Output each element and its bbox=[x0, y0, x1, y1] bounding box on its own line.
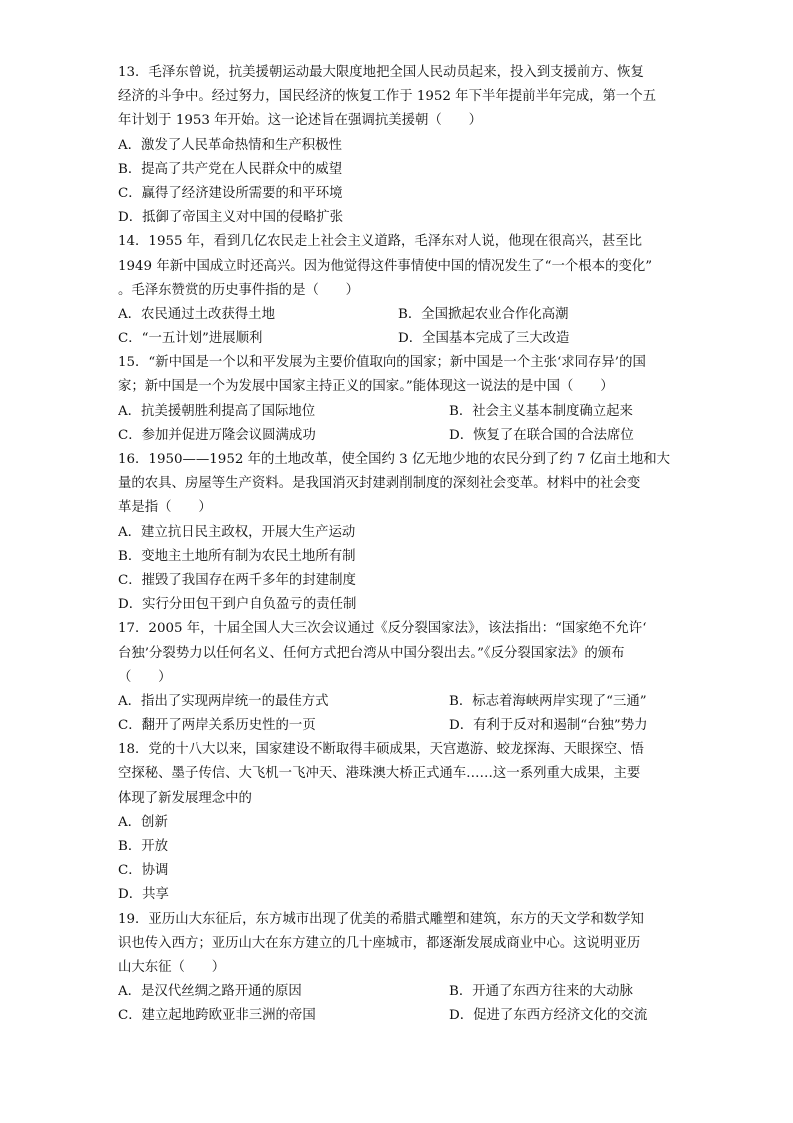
option-a: A．指出了实现两岸统一的最佳方式 bbox=[118, 693, 329, 709]
options-row bbox=[118, 714, 670, 738]
question-stem-line: 17．2005 年，十届全国人大三次会议通过《反分裂国家法》，该法指出：“国家绝不允许‘ bbox=[118, 621, 647, 637]
question-stem-line: （ ） bbox=[118, 669, 172, 685]
options-row bbox=[118, 1004, 670, 1028]
question-stem-line: 16．1950——1952 年的土地改革，使全国约 3 亿无地少地的农民分到了约 7 亿亩土地和大 bbox=[118, 452, 670, 467]
option-c: C．摧毁了我国存在两千多年的封建制度 bbox=[118, 572, 356, 588]
question-stem-line: 15．“新中国是一个以和平发展为主要价值取向的国家；新中国是一个主张‘求同存异’的国 bbox=[118, 355, 646, 371]
question-stem-line: 13．毛泽东曾说，抗美援朝运动最大限度地把全国人民动员起来，投入到支援前方、恢复 bbox=[118, 65, 644, 80]
option-d: D．共享 bbox=[118, 887, 169, 903]
option-a: A．农民通过土改获得土地 bbox=[118, 306, 275, 322]
question-stem-line: 家；新中国是一个为发展中国家主持正义的国家。”能体现这一说法的是中国（ ） bbox=[118, 379, 614, 395]
question-stem-line: 山大东征（ ） bbox=[118, 959, 226, 975]
option-d: D．抵御了帝国主义对中国的侵略扩张 bbox=[118, 210, 343, 226]
option-c: C．协调 bbox=[118, 863, 169, 879]
options-row bbox=[118, 400, 670, 424]
question-16 bbox=[118, 448, 670, 617]
question-stem-line: 空探秘、墨子传信、大飞机一飞冲天、港珠澳大桥正式通车……这一系列重大成果，主要 bbox=[118, 766, 641, 782]
option-b: B．社会主义基本制度确立起来 bbox=[449, 403, 633, 419]
option-b: B．全国掀起农业合作化高潮 bbox=[398, 306, 569, 322]
question-stem-line: 18．党的十八大以来，国家建设不断取得丰硕成果，天宫遨游、蛟龙探海、天眼探空、悟 bbox=[118, 742, 644, 758]
option-b: B．提高了共产党在人民群众中的威望 bbox=[118, 161, 343, 177]
question-19 bbox=[118, 908, 670, 1029]
question-stem-line: 量的农具、房屋等生产资料。是我国消灭封建剥削制度的深刻社会变革。材料中的社会变 bbox=[118, 476, 641, 492]
option-c: C．赢得了经济建设所需要的和平环境 bbox=[118, 185, 343, 201]
option-a: A．是汉代丝绸之路开通的原因 bbox=[118, 984, 302, 1000]
exam-page bbox=[118, 61, 670, 1029]
question-stem-line: 年计划于 1953 年开始。这一论述旨在强调抗美援朝（ ） bbox=[118, 113, 482, 129]
option-c: C．参加并促进万隆会议圆满成功 bbox=[118, 427, 316, 443]
question-stem-line: 革是指（ ） bbox=[118, 500, 212, 516]
option-d: D．全国基本完成了三大改造 bbox=[398, 331, 570, 347]
option-a: A．抗美援朝胜利提高了国际地位 bbox=[118, 403, 316, 419]
question-stem-line: 台独’分裂势力以任何名义、任何方式把台湾从中国分裂出去。”《反分裂国家法》的颁布 bbox=[118, 645, 625, 661]
option-b: B．标志着海峡两岸实现了“三通” bbox=[449, 693, 647, 709]
question-13 bbox=[118, 61, 670, 230]
option-a: A．创新 bbox=[118, 814, 168, 830]
question-stem-line: 识也传入西方；亚历山大在东方建立的几十座城市，都逐渐发展成商业中心。这说明亚历 bbox=[118, 935, 641, 951]
option-c: C．翻开了两岸关系历史性的一页 bbox=[118, 718, 316, 734]
option-b: B．变地主土地所有制为农民土地所有制 bbox=[118, 548, 356, 564]
options-row bbox=[118, 980, 670, 1004]
options-row bbox=[118, 303, 670, 327]
option-d: D．有利于反对和遏制“台独”势力 bbox=[449, 718, 648, 734]
option-d: D．实行分田包干到户自负盈亏的责任制 bbox=[118, 597, 357, 613]
option-d: D．促进了东西方经济文化的交流 bbox=[449, 1008, 648, 1024]
option-d: D．恢复了在联合国的合法席位 bbox=[449, 427, 634, 443]
question-stem-line: 19．亚历山大东征后，东方城市出现了优美的希腊式雕塑和建筑，东方的天文学和数学知 bbox=[118, 911, 644, 927]
question-stem-line: 14．1955 年，看到几亿农民走上社会主义道路，毛泽东对人说，他现在很高兴，甚至比 bbox=[118, 234, 643, 250]
question-stem-line: 经济的斗争中。经过努力，国民经济的恢复工作于 1952 年下半年提前半年完成，第一个五 bbox=[118, 89, 657, 105]
question-stem-line: 。毛泽东赞赏的历史事件指的是（ ） bbox=[118, 282, 360, 298]
question-stem-line: 体现了新发展理念中的 bbox=[118, 790, 252, 806]
question-14 bbox=[118, 230, 670, 351]
option-c: C．建立起地跨欧亚非三洲的帝国 bbox=[118, 1008, 316, 1024]
option-b: B．开放 bbox=[118, 839, 169, 854]
question-15 bbox=[118, 351, 670, 448]
question-17 bbox=[118, 617, 670, 738]
option-b: B．开通了东西方往来的大动脉 bbox=[449, 984, 633, 1000]
option-c: C．“一五计划”进展顺利 bbox=[118, 331, 263, 347]
question-stem-line: 1949 年新中国成立时还高兴。因为他觉得这件事情使中国的情况发生了“一个根本的变化” bbox=[118, 258, 653, 274]
options-row bbox=[118, 424, 670, 448]
option-a: A．建立抗日民主政权，开展大生产运动 bbox=[118, 524, 356, 540]
options-row bbox=[118, 327, 670, 351]
options-row bbox=[118, 690, 670, 714]
option-a: A．激发了人民革命热情和生产积极性 bbox=[118, 137, 342, 153]
question-18 bbox=[118, 738, 670, 907]
